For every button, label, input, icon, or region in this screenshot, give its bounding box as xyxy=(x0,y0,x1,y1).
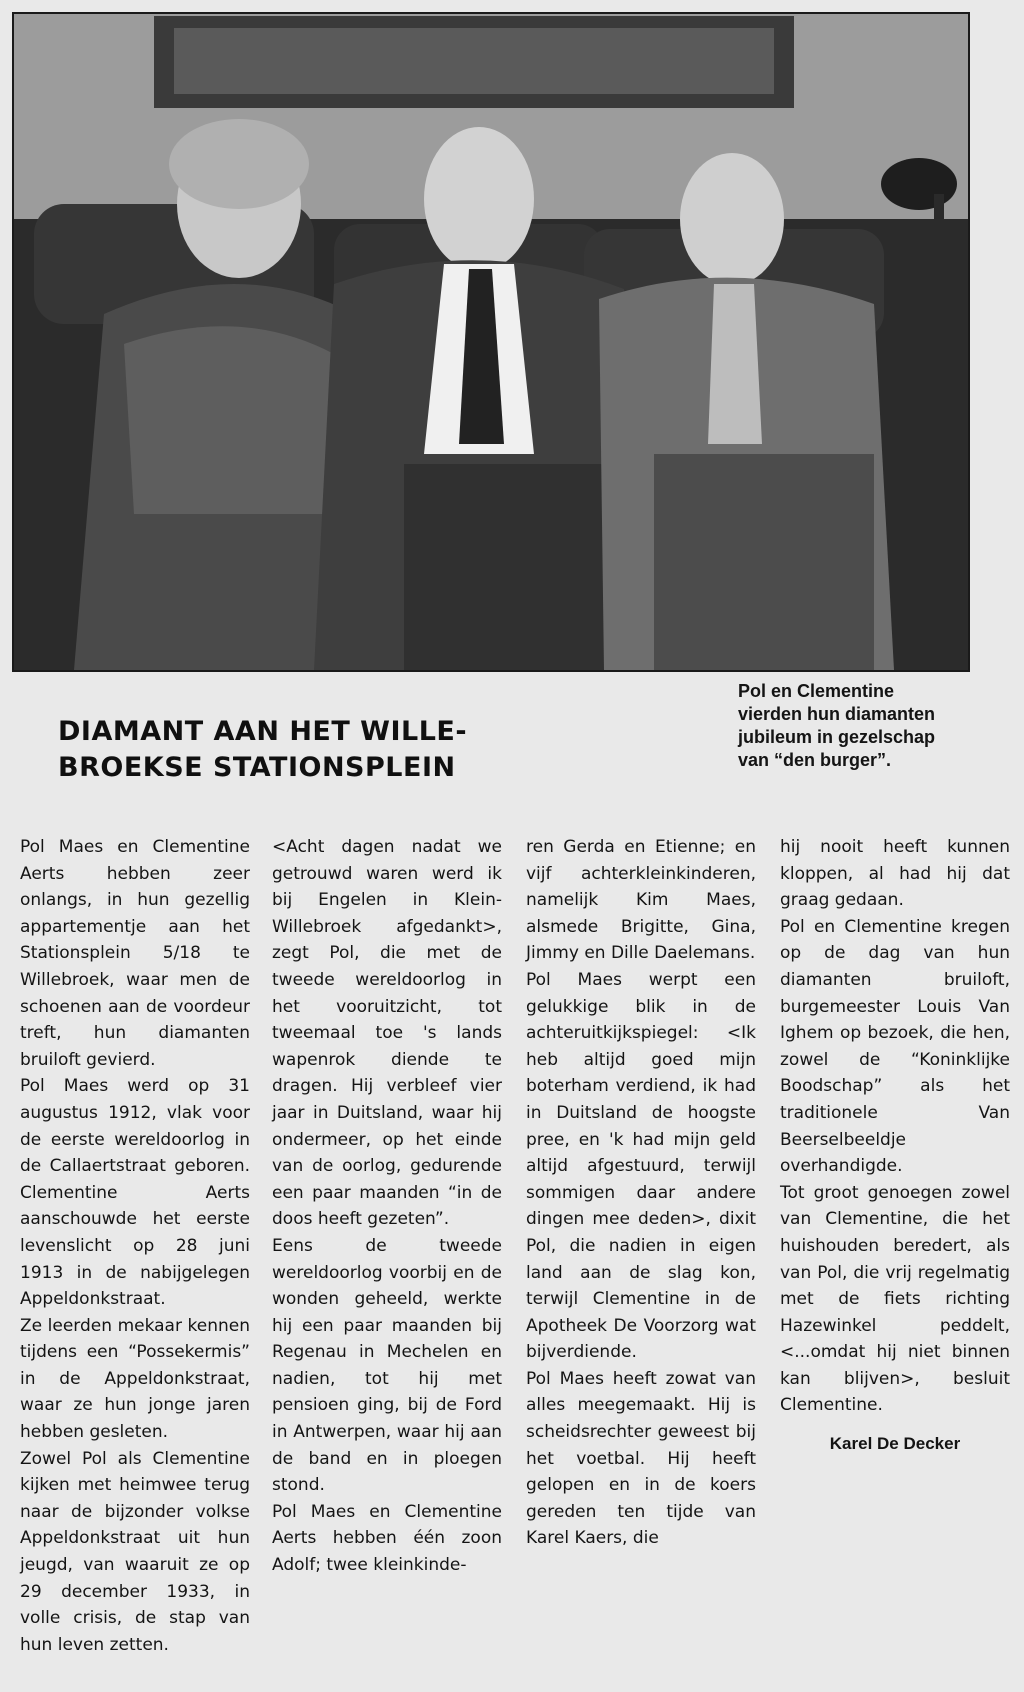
article-column-1 xyxy=(20,834,250,1658)
article-headline xyxy=(58,714,578,786)
paragraph: Pol en Clementine kregen op de dag van hun diamanten bruiloft, burgemeester Louis Van Ighem op bezoek, die hen, zowel de “Koninklijke Boodschap” als het traditionele Van Beerselbeeldje overhandigde. xyxy=(780,916,1010,1177)
paragraph: ren Gerda en Etienne; en vijf achterkleinkinderen, namelijk Kim Maes, alsmede Brigitte, Gina, Jimmy en Dille Daelemans. xyxy=(526,837,756,964)
headline-line-2: BROEKSE STATIONSPLEIN xyxy=(58,752,456,783)
paragraph: hij nooit heeft kunnen kloppen, al had hij dat graag gedaan. xyxy=(780,837,1010,911)
paragraph: Pol Maes en Clementine Aerts hebben één zoon Adolf; twee kleinkinde- xyxy=(272,1501,502,1576)
news-photo xyxy=(12,12,970,672)
article-column-2 xyxy=(272,834,502,1579)
headline-line-1: DIAMANT AAN HET WILLE- xyxy=(58,716,468,747)
paragraph: Pol Maes heeft zowat van alles meegemaakt. Hij is scheidsrechter geweest bij het voetbal. Hij heeft gelopen en in de koers gereden ten tijde van Karel Kaers, die xyxy=(526,1368,756,1549)
author-byline: Karel De Decker xyxy=(829,1434,961,1454)
paragraph: Pol Maes werd op 31 augustus 1912, vlak voor de eerste wereldoorlog in de Callaertstraat geboren. Clementine Aerts aanschouwde het eerste levenslicht op 28 juni 1913 in de nabijgelegen Appeldonkstraat. xyxy=(20,1076,250,1310)
photo-caption: Pol en Clementine vierden hun diamanten jubileum in gezelschap van “den burger”. xyxy=(738,681,936,770)
paragraph: Tot groot genoegen zowel van Clementine, die het huishouden beredert, als van Pol, die vrij regelmatig met de fiets richting Hazewinkel peddelt, <...omdat hij niet binnen kan blijven>, besluit Clementine. xyxy=(780,1182,1010,1416)
article-column-3 xyxy=(526,834,756,1552)
article-column-4 xyxy=(780,834,1010,1458)
paragraph: Ze leerden mekaar kennen tijdens een “Possekermis” in de Appeldonkstraat, waar ze hun jonge jaren hebben gesleten. xyxy=(20,1315,250,1443)
paragraph: Zowel Pol als Clementine kijken met heimwee terug naar de bijzonder volkse Appeldonkstraat uit hun jeugd, van waaruit ze op 29 december 1933, in volle crisis, de stap van hun leven zetten. xyxy=(20,1448,250,1655)
paragraph: Pol Maes en Clementine Aerts hebben zeer onlangs, in hun gezellig appartementje aan het Stationsplein 5/18 te Willebroek, waar men de schoenen aan de voordeur treft, hun diamanten bruiloft gevierd. xyxy=(20,837,250,1070)
paragraph: Pol Maes werpt een gelukkige blik in de achteruitkijkspiegel: <Ik heb altijd goed mijn boterham verdiend, ik had in Duitsland de hoogste pree, en 'k had mijn geld altijd afgestuurd, terwijl sommigen daar andere dingen mee deden>, dixit Pol, die nadien in eigen land aan de slag kon, terwijl Clementine in de Apotheek De Voorzorg wat bijverdiende. xyxy=(526,969,756,1363)
paragraph: Eens de tweede wereldoorlog voorbij en de wonden geheeld, werkte hij een paar maanden bij Regenau in Mechelen en nadien, tot hij met pensioen ging, bij de Ford in Antwerpen, waar hij aan de band en in ploegen stond. xyxy=(272,1235,502,1496)
paragraph: <Acht dagen nadat we getrouwd waren werd ik bij Engelen in Klein-Willebroek afgedankt>, zegt Pol, die met de tweede wereldoorlog in het vooruitzicht, tot tweemaal toe 's lands wapenrok diende te dragen. Hij verbleef vier jaar in Duitsland, waar hij ondermeer, op het einde van de oorlog, gedurende een paar maanden “in de doos heeft gezeten”. xyxy=(272,837,502,1230)
